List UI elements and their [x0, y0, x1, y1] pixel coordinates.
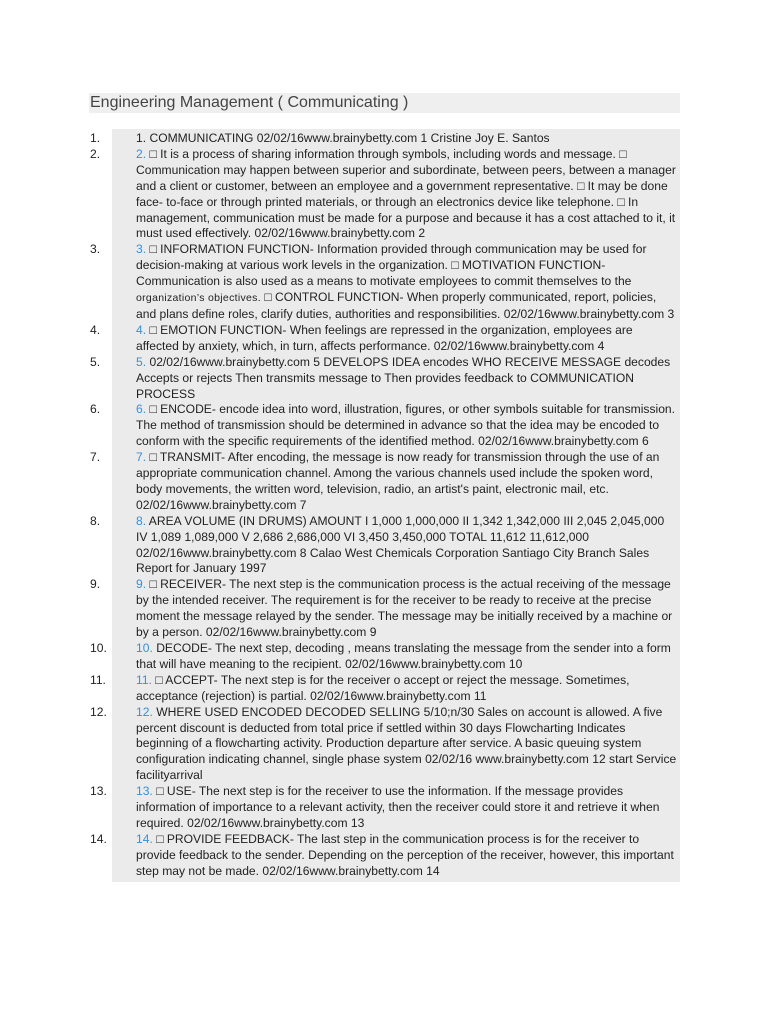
list-item-number: 3.	[90, 242, 101, 257]
list-item-number: 9.	[90, 577, 101, 592]
list-item-number: 7.	[90, 450, 101, 465]
list-item	[90, 354, 680, 403]
list-item	[90, 513, 680, 578]
list-item-text: WHERE USED ENCODED DECODED SELLING 5/10;n/30 Sales on account is allowed. A five percent discount is deducted from total price if settled within 30 days Flowcharting Indicates beginning of a flowcharting activity. Production departure after service. A basic queuing system configuration indicating channel, single phase system 02/02/16 www.brainybetty.com 12 start Service facilityarrival	[136, 704, 677, 783]
list-item	[90, 577, 680, 641]
list-item-text: COMMUNICATING 02/02/16www.brainybetty.com 1 Cristine Joy E. Santos	[149, 131, 550, 145]
list-item	[90, 146, 680, 242]
list-item-number: 6.	[90, 402, 101, 417]
list-item-lead-link[interactable]: 8.	[136, 513, 147, 528]
list-item-text: □ TRANSMIT- After encoding, the message is now ready for transmission through the use of an appropriate communication channel. Among the various channels used include the spoken word, body movements, the written word, television, radio, an artist's paint, electronic mail, etc. 02/02/16www.brainybetty.com 7	[136, 450, 660, 512]
list-item-lead-link[interactable]: 14.	[136, 831, 153, 846]
list-item-number: 13.	[90, 784, 107, 799]
list-item-lead-link[interactable]: 2.	[136, 146, 147, 161]
list-item	[90, 322, 680, 355]
list-item	[90, 784, 680, 832]
list-item-number: 10.	[90, 641, 107, 655]
list-item	[90, 704, 680, 785]
list-item-text: □ EMOTION FUNCTION- When feelings are repressed in the organization, employees are affected by anxiety, which, in turn, affects performance. 02/02/16www.brainybetty.com 4	[136, 322, 633, 353]
list-item-number: 1.	[90, 131, 101, 145]
list-item-lead: 1.	[136, 131, 147, 145]
list-item-lead-link[interactable]: 12.	[136, 704, 153, 719]
list-item	[90, 402, 680, 450]
list-item-lead-link[interactable]: 5.	[136, 354, 147, 369]
list-item	[90, 672, 680, 705]
list-item-lead-link[interactable]: 4.	[136, 322, 147, 337]
list-item-text: 02/02/16www.brainybetty.com 5 DEVELOPS IDEA encodes WHO RECEIVE MESSAGE decodes Accepts or rejects Then transmits message to Then provides feedback to COMMUNICATION PROCESS	[136, 354, 671, 401]
list-item-number: 5.	[90, 354, 101, 369]
list-item	[90, 242, 680, 323]
list-item-lead-link[interactable]: 9.	[136, 577, 147, 592]
list-item-text: □ CONTROL FUNCTION- When properly communicated, report, policies, and plans define roles, clarify duties, authorities and responsibilities. 02/02/16www.brainybetty.com 3	[136, 290, 675, 321]
list-item-lead-link[interactable]: 3.	[136, 242, 147, 257]
list-item-text: AREA VOLUME (IN DRUMS) AMOUNT I 1,000 1,000,000 II 1,342 1,342,000 III 2,045 2,045,000 IV 1,089 1,089,000 V 2,686 2,686,000 VI 3,450 3,450,000 TOTAL 11,612 11,612,000 02/02/16www.brainybetty.com 8 Calao West Chemicals Corporation Santiago City Branch Sales Report for January 1997	[136, 513, 665, 576]
list-item-lead-link[interactable]: 6.	[136, 402, 147, 417]
list-item-text: DECODE- The next step, decoding , means translating the message from the sender into a form that will have meaning to the recipient. 02/02/16www.brainybetty.com 10	[136, 641, 671, 671]
list-item-number: 12.	[90, 704, 107, 719]
list-item-lead-link[interactable]: 10.	[136, 641, 153, 655]
list-item-lead-link[interactable]: 13.	[136, 784, 153, 799]
list-item-number: 8.	[90, 513, 101, 528]
list-item-text: □ PROVIDE FEEDBACK- The last step in the communication process is for the receiver to provide feedback to the sender. Depending on the perception of the receiver, however, this important step may not be made. 02/02/16www.brainybetty.com 14	[136, 831, 674, 878]
list-item-text: □ It is a process of sharing information through symbols, including words and message. □ Communication may happen between superior and subordinate, between peers, between a manager and a client or customer, between an employee and a government representative. □ It may be done face- to-face or through printed materials, or through an electronics device like telephone. □ In management, communication must be made for a purpose and because it has a cost attached to it, it must used effectively. 02/02/16www.brainybetty.com 2	[136, 146, 676, 241]
list-item-lead-link[interactable]: 11.	[136, 672, 152, 687]
page-title: Engineering Management ( Communicating )	[89, 93, 680, 113]
list-item-text: □ RECEIVER- The next step is the communication process is the actual receiving of the message by the intended receiver. The requirement is for the receiver to be ready to receive at the precise moment the message relayed by the sender. The message may be initially received by a machine or by a person. 02/02/16www.brainybetty.com 9	[136, 577, 673, 640]
list-item-text: □ ACCEPT- The next step is for the receiver o accept or reject the message. Sometimes, acceptance (rejection) is partial. 02/02/16www.brainybetty.com 11	[136, 672, 630, 703]
list-item-number: 2.	[90, 146, 101, 161]
list-item-number: 11.	[90, 672, 106, 687]
list-item-lead-link[interactable]: 7.	[136, 450, 147, 465]
list-item-text: □ INFORMATION FUNCTION- Information provided through communication may be used for decision-making at various work levels in the organization. □ MOTIVATION FUNCTION- Communication is also used as a means to motivate employees to commit themselves to the	[136, 242, 647, 289]
list-item-text: □ USE- The next step is for the receiver to use the information. If the message provides information of importance to a relevant activity, then the receiver could store it and retrieve it when required. 02/02/16www.brainybetty.com 13	[136, 784, 660, 830]
list-item	[90, 131, 680, 147]
list-item-text-small: organization’s objectives.	[136, 292, 261, 305]
list-item	[90, 450, 680, 514]
slide-text-list	[90, 129, 680, 882]
list-item	[90, 641, 680, 673]
list-item	[90, 831, 680, 880]
list-item-text: □ ENCODE- encode idea into word, illustration, figures, or other symbols suitable for transmission. The method of transmission should be determined in advance so that the idea may be encoded to conform with the specific requirements of the identified method. 02/02/16www.brainybetty.com 6	[136, 402, 676, 449]
list-item-number: 14.	[90, 831, 107, 846]
list-item-number: 4.	[90, 322, 101, 337]
